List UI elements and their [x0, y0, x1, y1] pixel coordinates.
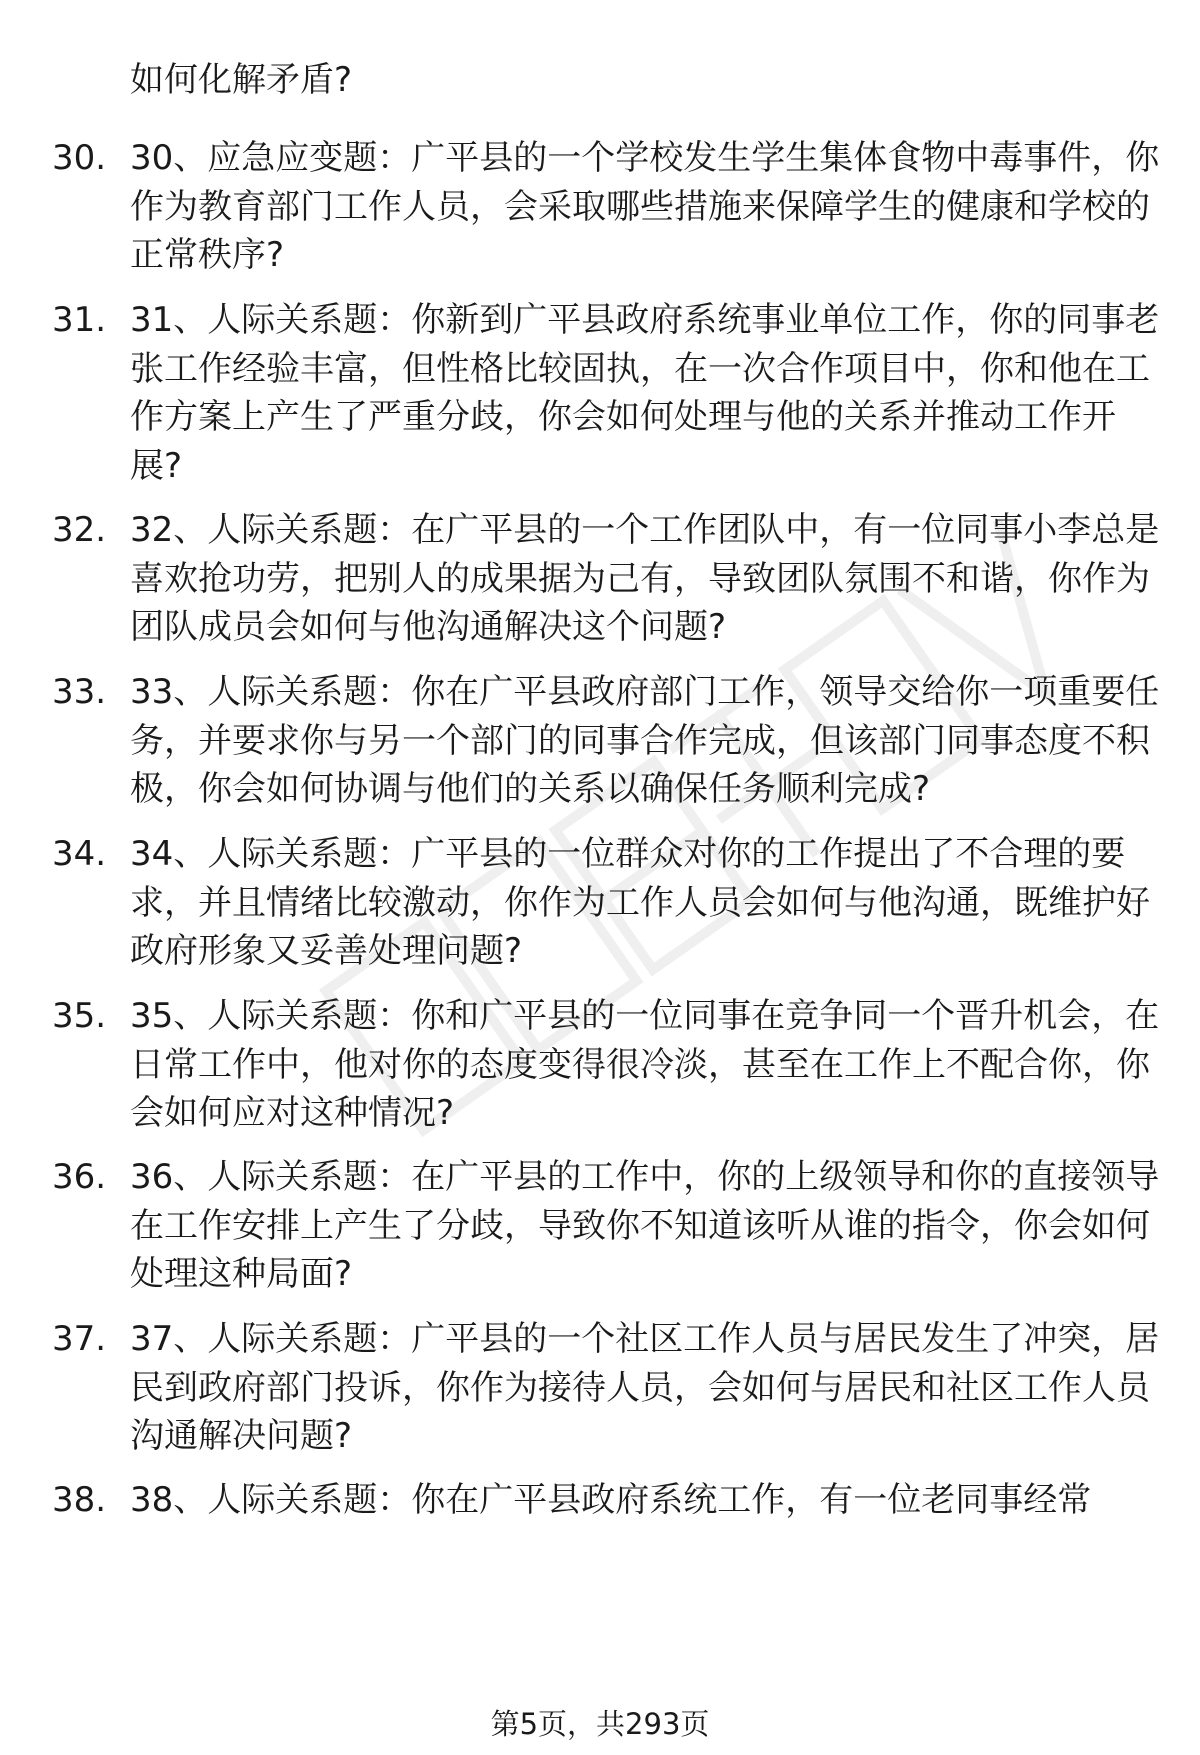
question-number: 34. [52, 834, 107, 874]
question-text: 37、人际关系题：广平县的一个社区工作人员与居民发生了冲突，居民到政府部门投诉，你作为接待人员，会如何与居民和社区工作人员沟通解决问题? [130, 1319, 1160, 1456]
question-number: 31. [52, 300, 107, 340]
question-text: 33、人际关系题：你在广平县政府部门工作，领导交给你一项重要任务，并要求你与另一个部门的同事合作完成，但该部门同事态度不积极，你会如何协调与他们的关系以确保任务顺利完成? [130, 672, 1160, 809]
question-text: 35、人际关系题：你和广平县的一位同事在竞争同一个晋升机会，在日常工作中，他对你的态度变得很冷淡，甚至在工作上不配合你，你会如何应对这种情况? [130, 996, 1160, 1133]
question-number: 38. [52, 1480, 107, 1520]
question-number: 32. [52, 510, 107, 550]
question-text: 38、人际关系题：你在广平县政府系统工作，有一位老同事经常 [130, 1480, 1092, 1520]
continuation-text: 如何化解矛盾? [130, 60, 353, 100]
question-number: 36. [52, 1157, 107, 1197]
question-text: 30、应急应变题：广平县的一个学校发生学生集体食物中毒事件，你作为教育部门工作人员，会采取哪些措施来保障学生的健康和学校的正常秩序? [130, 138, 1160, 275]
question-number: 35. [52, 996, 107, 1036]
question-text: 31、人际关系题：你新到广平县政府系统事业单位工作，你的同事老张工作经验丰富，但性格比较固执，在一次合作项目中，你和他在工作方案上产生了严重分歧，你会如何处理与他的关系并推动工作开展? [130, 300, 1160, 486]
question-text: 34、人际关系题：广平县的一位群众对你的工作提出了不合理的要求，并且情绪比较激动，你作为工作人员会如何与他沟通，既维护好政府形象又妥善处理问题? [130, 834, 1150, 971]
question-number: 30. [52, 138, 107, 178]
page-footer: 第5页，共293页 [490, 1707, 710, 1741]
question-text: 32、人际关系题：在广平县的一个工作团队中，有一位同事小李总是喜欢抢功劳，把别人的成果据为己有，导致团队氛围不和谐，你作为团队成员会如何与他沟通解决这个问题? [130, 510, 1160, 647]
question-number: 33. [52, 672, 107, 712]
question-number: 37. [52, 1319, 107, 1359]
question-text: 36、人际关系题：在广平县的工作中，你的上级领导和你的直接领导在工作安排上产生了分歧，导致你不知道该听从谁的指令，你会如何处理这种局面? [130, 1157, 1160, 1294]
